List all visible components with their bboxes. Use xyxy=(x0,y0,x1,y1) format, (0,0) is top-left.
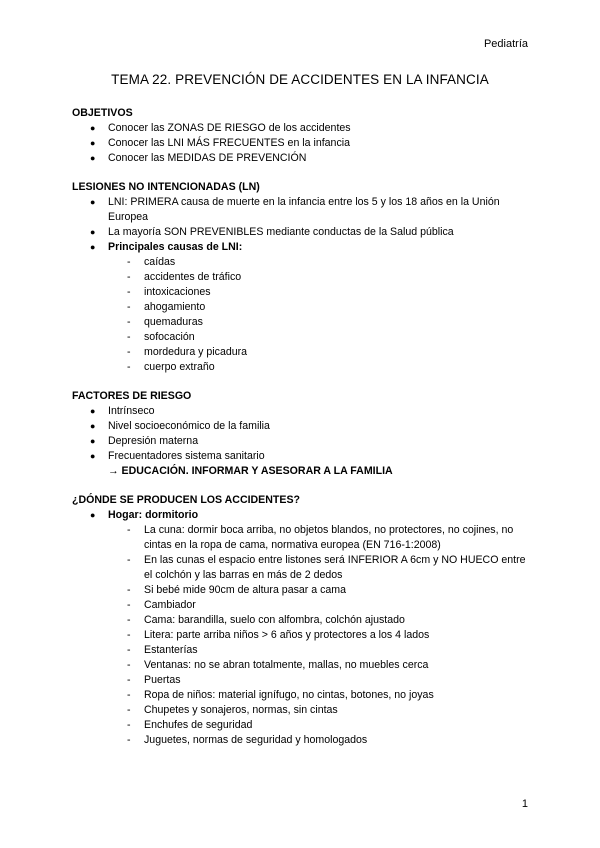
dash-icon: - xyxy=(127,614,131,626)
list-item: ● Conocer las MEDIDAS DE PREVENCIÓN xyxy=(90,152,307,164)
bullet-icon: ● xyxy=(90,242,96,252)
factores-list xyxy=(72,404,532,464)
sub-item: - Enchufes de seguridad xyxy=(127,719,253,731)
dash-icon: - xyxy=(127,704,131,716)
dash-icon: - xyxy=(127,584,131,596)
dash-icon: - xyxy=(127,719,131,731)
dash-icon: - xyxy=(127,316,131,328)
sub-item: - Estanterías xyxy=(127,644,198,656)
cause-item: - quemaduras xyxy=(127,316,203,328)
sub-item: - Puertas xyxy=(127,674,181,686)
sub-item: - Litera: parte arriba niños > 6 años y protectores a los 4 lados xyxy=(127,629,430,641)
list-item: ● Depresión materna xyxy=(90,435,199,447)
list-item: ● Conocer las ZONAS DE RIESGO de los accidentes xyxy=(90,122,351,134)
cause-item: - accidentes de tráfico xyxy=(127,271,242,283)
list-item: ● Conocer las LNI MÁS FRECUENTES en la infancia xyxy=(90,137,350,149)
list-item: ● Frecuentadores sistema sanitario xyxy=(90,450,265,462)
dash-icon: - xyxy=(127,331,131,343)
section-heading-donde: ¿DÓNDE SE PRODUCEN LOS ACCIDENTES? xyxy=(72,494,300,506)
bullet-icon: ● xyxy=(90,406,96,416)
cause-item: - intoxicaciones xyxy=(127,286,211,298)
bullet-icon: ● xyxy=(90,436,96,446)
dash-icon: - xyxy=(127,734,131,746)
dash-icon: - xyxy=(127,659,131,671)
bullet-icon: ● xyxy=(90,451,96,461)
dash-icon: - xyxy=(127,689,131,701)
section-heading-objetivos: OBJETIVOS xyxy=(72,107,133,119)
dash-icon: - xyxy=(127,256,131,268)
bullet-icon: ● xyxy=(90,123,96,133)
document-body xyxy=(72,106,532,748)
donde-list xyxy=(72,508,532,748)
dash-icon: - xyxy=(127,674,131,686)
dash-icon: - xyxy=(127,361,131,373)
list-item: ● Principales causas de LNI: xyxy=(90,241,243,253)
sub-item: - Cambiador xyxy=(127,599,196,611)
bullet-icon: ● xyxy=(90,227,96,237)
section-heading-factores: FACTORES DE RIESGO xyxy=(72,390,192,402)
bullet-icon: ● xyxy=(90,197,96,207)
sub-item: - Juguetes, normas de seguridad y homologados xyxy=(127,734,368,746)
bullet-icon: ● xyxy=(90,510,96,520)
dash-icon: - xyxy=(127,286,131,298)
cause-item: - cuerpo extraño xyxy=(127,361,215,373)
dash-icon: - xyxy=(127,599,131,611)
dash-icon: - xyxy=(127,629,131,641)
list-item: ● Intrínseco xyxy=(90,405,155,417)
dash-icon: - xyxy=(127,644,131,656)
sub-item: - En las cunas el espacio entre listones será INFERIOR A 6cm y NO HUECO entre el colchón y las barras en más de 2 dedos xyxy=(127,554,526,581)
cause-item: - caídas xyxy=(127,256,176,268)
list-item: ● LNI: PRIMERA causa de muerte en la infancia entre los 5 y los 18 años en la Unión Europea xyxy=(90,196,500,223)
section-heading-lesiones: LESIONES NO INTENCIONADAS (LN) xyxy=(72,181,260,193)
page-title: TEMA 22. PREVENCIÓN DE ACCIDENTES EN LA INFANCIA xyxy=(111,72,489,87)
sub-item: - Si bebé mide 90cm de altura pasar a cama xyxy=(127,584,346,596)
bullet-icon: ● xyxy=(90,153,96,163)
page-number: 1 xyxy=(521,798,528,810)
running-header: Pediatría xyxy=(483,38,528,50)
objetivos-list xyxy=(72,121,532,166)
cause-item: - sofocación xyxy=(127,331,195,343)
sub-item: - Ventanas: no se abran totalmente, mallas, no muebles cerca xyxy=(127,659,429,671)
bullet-icon: ● xyxy=(90,421,96,431)
list-item: ● La mayoría SON PREVENIBLES mediante conductas de la Salud pública xyxy=(90,226,454,238)
cause-item: - mordedura y picadura xyxy=(127,346,248,358)
cause-item: - ahogamiento xyxy=(127,301,206,313)
conclusion-text: → EDUCACIÓN. INFORMAR Y ASESORAR A LA FAMILIA xyxy=(108,465,393,477)
dash-icon: - xyxy=(127,554,131,566)
sub-item: - Chupetes y sonajeros, normas, sin cintas xyxy=(127,704,338,716)
lesiones-list xyxy=(72,195,532,375)
dash-icon: - xyxy=(127,346,131,358)
list-item: ● Nivel socioeconómico de la familia xyxy=(90,420,270,432)
sub-item: - Ropa de niños: material ignífugo, no cintas, botones, no joyas xyxy=(127,689,434,701)
sub-item: - Cama: barandilla, suelo con alfombra, colchón ajustado xyxy=(127,614,405,626)
dash-icon: - xyxy=(127,301,131,313)
bullet-icon: ● xyxy=(90,138,96,148)
dash-icon: - xyxy=(127,524,131,536)
dash-icon: - xyxy=(127,271,131,283)
list-item: ● Hogar: dormitorio xyxy=(90,509,199,521)
sub-item: - La cuna: dormir boca arriba, no objetos blandos, no protectores, no cojines, no cintas en la ropa de cama, normativa europea (EN 716-1:2008) xyxy=(127,524,514,551)
